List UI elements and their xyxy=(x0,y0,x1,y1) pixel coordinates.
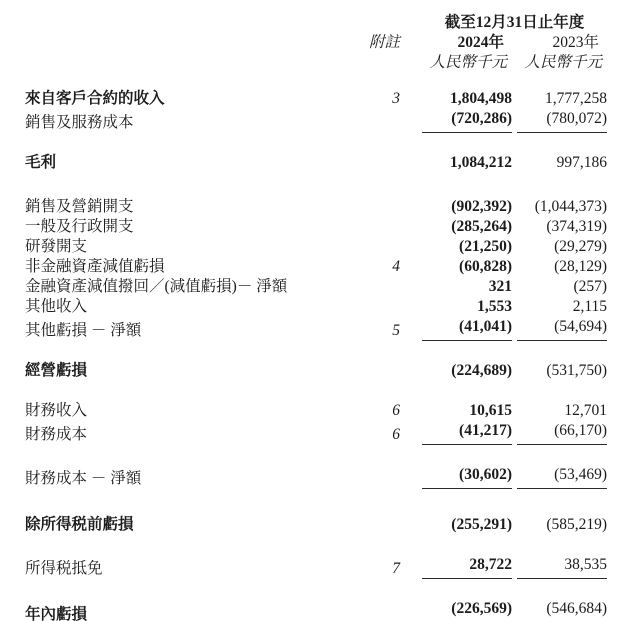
row-label: 毛利 xyxy=(25,154,57,171)
value-2024: (226,569) xyxy=(422,599,512,621)
value-2024: 28,722 xyxy=(422,555,512,579)
statement-row xyxy=(25,421,607,445)
notes-column-header: 附註 xyxy=(368,34,400,51)
statement-row xyxy=(25,515,607,535)
value-2024: (902,392) xyxy=(451,198,512,215)
value-2023: (585,219) xyxy=(546,516,608,533)
spacer-row xyxy=(25,535,607,555)
row-label: 非金融資產減值虧損 xyxy=(25,258,165,275)
spacer-row xyxy=(25,445,607,466)
statement-row xyxy=(25,89,607,109)
value-2024: 321 xyxy=(488,278,512,295)
row-note: 6 xyxy=(392,425,400,443)
value-2023: 2,115 xyxy=(572,298,608,315)
column-gap xyxy=(400,197,422,217)
statement-body xyxy=(25,73,607,621)
income-statement-table xyxy=(25,13,607,621)
value-2023: (531,750) xyxy=(546,362,608,379)
statement-row xyxy=(25,555,607,579)
column-gap xyxy=(400,89,422,109)
statement-row xyxy=(25,257,607,277)
value-2023: (374,319) xyxy=(546,218,608,235)
year-2024-header: 2024年 xyxy=(457,34,504,51)
spacer-cell xyxy=(25,133,607,154)
column-gap xyxy=(400,237,422,257)
column-gap xyxy=(400,153,422,173)
empty-cell xyxy=(400,53,422,73)
column-gap xyxy=(400,297,422,317)
statement-row xyxy=(25,401,607,421)
value-2023: (546,684) xyxy=(517,599,607,621)
row-note xyxy=(360,297,400,317)
spacer-cell xyxy=(25,489,607,516)
value-2024: 1,804,498 xyxy=(450,90,512,107)
statement-row xyxy=(25,599,607,621)
column-gap xyxy=(400,317,422,341)
spacer-cell xyxy=(25,535,607,555)
spacer-cell xyxy=(25,381,607,401)
empty-cell xyxy=(25,53,360,73)
column-gap xyxy=(400,109,422,133)
spacer-cell xyxy=(25,73,607,89)
value-2023: 12,701 xyxy=(564,402,608,419)
column-gap xyxy=(400,361,422,381)
row-label: 財務成本 － 淨額 xyxy=(25,469,142,487)
spacer-row xyxy=(25,381,607,401)
row-label: 銷售及營銷開支 xyxy=(25,198,134,215)
row-note xyxy=(360,197,400,217)
spacer-row xyxy=(25,341,607,362)
value-2023: (53,469) xyxy=(517,465,607,489)
row-note xyxy=(360,599,400,621)
column-gap xyxy=(400,217,422,237)
value-2024: (41,041) xyxy=(422,317,512,341)
value-2024: (285,264) xyxy=(451,218,512,235)
statement-header xyxy=(25,13,607,73)
column-gap xyxy=(400,515,422,535)
row-label: 所得税抵免 xyxy=(25,559,103,577)
column-gap xyxy=(400,599,422,621)
value-2023: 38,535 xyxy=(517,555,607,579)
header-units-row xyxy=(25,53,607,73)
row-note xyxy=(360,361,400,381)
column-gap xyxy=(400,277,422,297)
row-label: 一般及行政開支 xyxy=(25,218,134,235)
spacer-row xyxy=(25,133,607,154)
value-2023: (66,170) xyxy=(517,421,607,445)
column-gap xyxy=(400,555,422,579)
column-gap xyxy=(400,401,422,421)
column-gap xyxy=(400,465,422,489)
row-label: 年內虧損 xyxy=(25,605,88,621)
row-note: 3 xyxy=(392,90,400,107)
row-note xyxy=(360,515,400,535)
spacer-cell xyxy=(25,445,607,466)
statement-row xyxy=(25,109,607,133)
value-2023: 997,186 xyxy=(556,154,608,171)
value-2023: (28,129) xyxy=(554,258,608,275)
spacer-row xyxy=(25,489,607,516)
row-note xyxy=(360,237,400,257)
value-2023: (1,044,373) xyxy=(534,198,608,215)
row-label: 除所得税前虧損 xyxy=(25,516,134,533)
row-label: 財務成本 xyxy=(25,425,88,443)
row-note xyxy=(360,465,400,489)
year-2023-header: 2023年 xyxy=(552,34,600,51)
empty-cell xyxy=(400,13,422,33)
empty-cell xyxy=(25,33,360,53)
row-label: 財務收入 xyxy=(25,402,88,419)
header-years-row xyxy=(25,33,607,53)
period-title: 截至12月31日止年度 xyxy=(444,14,585,31)
empty-cell xyxy=(360,13,400,33)
row-note: 7 xyxy=(392,559,400,577)
value-2024: (255,291) xyxy=(451,516,512,533)
value-2023: (257) xyxy=(573,278,608,295)
row-label: 其他虧損 － 淨額 xyxy=(25,321,142,339)
statement-row xyxy=(25,277,607,297)
statement-row xyxy=(25,297,607,317)
spacer-cell xyxy=(25,341,607,362)
value-2024: 10,615 xyxy=(469,402,512,419)
value-2024: (224,689) xyxy=(451,362,512,379)
row-label: 金融資產減值撥回／(減值虧損)－ 淨額 xyxy=(25,278,288,295)
empty-cell xyxy=(360,53,400,73)
spacer-cell xyxy=(25,579,607,600)
column-gap xyxy=(400,257,422,277)
value-2023: (29,279) xyxy=(554,238,608,255)
row-label: 其他收入 xyxy=(25,298,88,315)
spacer-row xyxy=(25,73,607,89)
value-2024: (41,217) xyxy=(422,421,512,445)
value-2023: (780,072) xyxy=(517,109,607,133)
statement-row xyxy=(25,361,607,381)
row-note: 6 xyxy=(392,402,400,419)
statement-row xyxy=(25,237,607,257)
row-label: 來自客戶合約的收入 xyxy=(25,90,165,107)
row-note xyxy=(360,109,400,133)
statement-row xyxy=(25,153,607,173)
row-label: 研發開支 xyxy=(25,238,88,255)
empty-cell xyxy=(25,13,360,33)
statement-row xyxy=(25,197,607,217)
row-label: 銷售及服務成本 xyxy=(25,113,134,131)
row-note xyxy=(360,217,400,237)
currency-unit-2023: 人民幣千元 xyxy=(524,54,603,71)
spacer-row xyxy=(25,579,607,600)
value-2023: 1,777,258 xyxy=(545,90,608,107)
value-2024: (21,250) xyxy=(459,238,512,255)
column-gap xyxy=(400,421,422,445)
statement-row xyxy=(25,465,607,489)
row-note: 4 xyxy=(392,258,400,275)
value-2024: (60,828) xyxy=(459,258,512,275)
row-note: 5 xyxy=(392,321,400,339)
currency-unit-2024: 人民幣千元 xyxy=(429,54,507,71)
row-label: 經營虧損 xyxy=(25,362,88,379)
value-2024: (30,602) xyxy=(422,465,512,489)
value-2024: (720,286) xyxy=(422,109,512,133)
value-2023: (54,694) xyxy=(517,317,607,341)
spacer-row xyxy=(25,173,607,197)
header-period-row xyxy=(25,13,607,33)
statement-row xyxy=(25,317,607,341)
value-2024: 1,084,212 xyxy=(450,154,512,171)
row-note xyxy=(360,277,400,297)
statement-row xyxy=(25,217,607,237)
spacer-cell xyxy=(25,173,607,197)
empty-cell xyxy=(400,33,422,53)
value-2024: 1,553 xyxy=(477,298,512,315)
row-note xyxy=(360,153,400,173)
